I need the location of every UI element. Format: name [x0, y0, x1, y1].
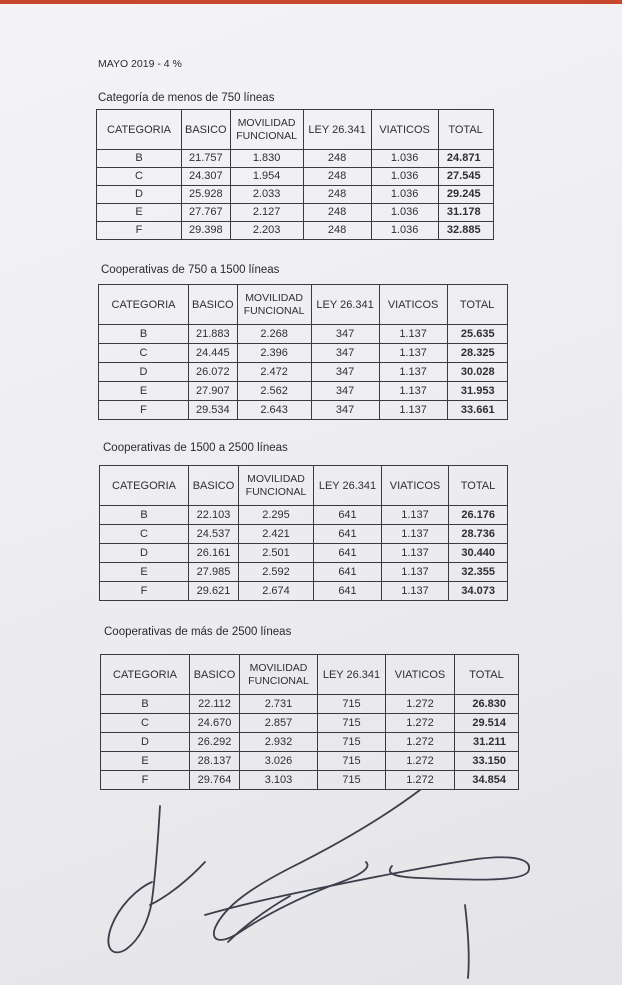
signature-stroke-5 [465, 905, 469, 978]
cell-total: 28.736 [449, 525, 508, 544]
cell-ley: 641 [314, 544, 382, 563]
table-title: Cooperativas de 750 a 1500 líneas [101, 264, 280, 276]
header-movilidad-line1: MOVILIDAD [249, 661, 308, 674]
cell-movilidad: 2.643 [237, 401, 311, 420]
cell-basico: 27.985 [189, 563, 239, 582]
cell-total: 33.150 [455, 752, 519, 771]
cell-total: 29.245 [438, 186, 493, 204]
header-categoria: CATEGORIA [99, 285, 189, 325]
cell-ley: 347 [311, 325, 379, 344]
header-viaticos: VIATICOS [386, 655, 455, 695]
cell-basico: 28.137 [190, 752, 240, 771]
table-title: Categoría de menos de 750 líneas [98, 92, 275, 104]
cell-total: 29.514 [455, 714, 519, 733]
cell-categoria: D [99, 363, 189, 382]
cell-movilidad: 2.033 [230, 186, 303, 204]
cell-viaticos: 1.272 [386, 714, 455, 733]
cell-movilidad: 2.268 [237, 325, 311, 344]
table-title: Cooperativas de 1500 a 2500 líneas [103, 442, 288, 454]
signature-stroke-2 [150, 862, 205, 905]
cell-basico: 26.292 [190, 733, 240, 752]
cell-ley: 248 [303, 204, 371, 222]
signature-stroke-6 [228, 896, 290, 942]
cell-categoria: D [100, 544, 189, 563]
cell-basico: 24.307 [182, 168, 231, 186]
cell-total: 25.635 [447, 325, 507, 344]
cell-basico: 26.072 [189, 363, 238, 382]
cell-viaticos: 1.272 [386, 695, 455, 714]
document-heading: MAYO 2019 - 4 % [98, 58, 182, 70]
header-movilidad-line2: FUNCIONAL [245, 485, 307, 498]
cell-movilidad: 2.396 [237, 344, 311, 363]
cell-basico: 24.445 [189, 344, 238, 363]
header-ley: LEY 26.341 [314, 466, 382, 506]
cell-categoria: C [97, 168, 182, 186]
table-title: Cooperativas de más de 2500 líneas [104, 626, 292, 638]
header-total: TOTAL [449, 466, 508, 506]
cell-viaticos: 1.036 [371, 186, 438, 204]
cell-ley: 248 [303, 186, 371, 204]
header-ley: LEY 26.341 [318, 655, 386, 695]
signature-stroke-1 [108, 806, 160, 952]
cell-ley: 347 [311, 344, 379, 363]
header-basico: BASICO [182, 110, 231, 150]
cell-basico: 25.928 [182, 186, 231, 204]
cell-viaticos: 1.036 [371, 222, 438, 240]
cell-viaticos: 1.137 [382, 525, 449, 544]
cell-total: 30.440 [449, 544, 508, 563]
header-movilidad-line2: FUNCIONAL [236, 129, 297, 142]
header-basico: BASICO [189, 285, 238, 325]
cell-categoria: E [97, 204, 182, 222]
cell-categoria: C [99, 344, 189, 363]
cell-movilidad: 3.026 [240, 752, 318, 771]
cell-viaticos: 1.036 [371, 150, 438, 168]
cell-total: 33.661 [447, 401, 507, 420]
cell-viaticos: 1.137 [379, 401, 447, 420]
cell-basico: 29.398 [182, 222, 231, 240]
header-movilidad-line2: FUNCIONAL [248, 674, 309, 687]
header-movilidad-line1: MOVILIDAD [245, 291, 303, 304]
cell-ley: 347 [311, 363, 379, 382]
cell-ley: 248 [303, 222, 371, 240]
header-total: TOTAL [455, 655, 519, 695]
cell-total: 26.176 [449, 506, 508, 525]
cell-viaticos: 1.137 [379, 344, 447, 363]
cell-movilidad: 2.127 [230, 204, 303, 222]
cell-categoria: E [101, 752, 190, 771]
cell-ley: 347 [311, 382, 379, 401]
cell-categoria: F [99, 401, 189, 420]
cell-movilidad: 1.954 [230, 168, 303, 186]
cell-categoria: C [100, 525, 189, 544]
cell-total: 32.355 [449, 563, 508, 582]
cell-viaticos: 1.036 [371, 204, 438, 222]
cell-movilidad: 2.731 [240, 695, 318, 714]
cell-categoria: F [97, 222, 182, 240]
cell-viaticos: 1.036 [371, 168, 438, 186]
cell-basico: 22.112 [190, 695, 240, 714]
header-ley: LEY 26.341 [303, 110, 371, 150]
header-basico: BASICO [189, 466, 239, 506]
header-total: TOTAL [438, 110, 493, 150]
cell-movilidad: 2.421 [239, 525, 314, 544]
cell-basico: 21.757 [182, 150, 231, 168]
cell-movilidad: 3.103 [240, 771, 318, 790]
cell-viaticos: 1.137 [382, 506, 449, 525]
header-viaticos: VIATICOS [382, 466, 449, 506]
cell-total: 32.885 [438, 222, 493, 240]
cell-movilidad: 2.674 [239, 582, 314, 601]
cell-categoria: B [100, 506, 189, 525]
cell-total: 31.178 [438, 204, 493, 222]
cell-ley: 641 [314, 525, 382, 544]
cell-ley: 715 [318, 714, 386, 733]
cell-movilidad: 2.592 [239, 563, 314, 582]
cell-viaticos: 1.137 [382, 582, 449, 601]
cell-basico: 26.161 [189, 544, 239, 563]
header-total: TOTAL [447, 285, 507, 325]
cell-movilidad: 2.932 [240, 733, 318, 752]
cell-categoria: F [100, 582, 189, 601]
cell-ley: 641 [314, 582, 382, 601]
cell-ley: 248 [303, 168, 371, 186]
cell-categoria: F [101, 771, 190, 790]
header-categoria: CATEGORIA [97, 110, 182, 150]
header-categoria: CATEGORIA [100, 466, 189, 506]
cell-basico: 24.537 [189, 525, 239, 544]
cell-movilidad: 2.501 [239, 544, 314, 563]
cell-categoria: E [99, 382, 189, 401]
cell-basico: 29.764 [190, 771, 240, 790]
cell-basico: 24.670 [190, 714, 240, 733]
cell-viaticos: 1.272 [386, 752, 455, 771]
cell-categoria: B [97, 150, 182, 168]
cell-movilidad: 2.295 [239, 506, 314, 525]
header-movilidad-line2: FUNCIONAL [243, 304, 305, 317]
cell-total: 31.211 [455, 733, 519, 752]
cell-viaticos: 1.137 [379, 382, 447, 401]
cell-movilidad: 2.472 [237, 363, 311, 382]
cell-basico: 22.103 [189, 506, 239, 525]
cell-viaticos: 1.137 [382, 544, 449, 563]
cell-categoria: C [101, 714, 190, 733]
cell-ley: 641 [314, 563, 382, 582]
cell-viaticos: 1.272 [386, 733, 455, 752]
cell-categoria: D [101, 733, 190, 752]
cell-viaticos: 1.137 [379, 363, 447, 382]
cell-total: 26.830 [455, 695, 519, 714]
header-movilidad-line1: MOVILIDAD [247, 472, 305, 485]
cell-ley: 715 [318, 695, 386, 714]
header-basico: BASICO [190, 655, 240, 695]
cell-viaticos: 1.137 [379, 325, 447, 344]
cell-viaticos: 1.272 [386, 771, 455, 790]
cell-movilidad: 2.562 [237, 382, 311, 401]
cell-ley: 715 [318, 752, 386, 771]
cell-basico: 21.883 [189, 325, 238, 344]
header-movilidad-line1: MOVILIDAD [237, 116, 296, 129]
header-ley: LEY 26.341 [311, 285, 379, 325]
cell-movilidad: 2.857 [240, 714, 318, 733]
cell-ley: 715 [318, 733, 386, 752]
cell-basico: 29.534 [189, 401, 238, 420]
cell-ley: 248 [303, 150, 371, 168]
cell-total: 24.871 [438, 150, 493, 168]
cell-basico: 27.907 [189, 382, 238, 401]
header-categoria: CATEGORIA [101, 655, 190, 695]
cell-basico: 29.621 [189, 582, 239, 601]
cell-movilidad: 2.203 [230, 222, 303, 240]
cell-ley: 641 [314, 506, 382, 525]
cell-total: 28.325 [447, 344, 507, 363]
cell-basico: 27.767 [182, 204, 231, 222]
cell-total: 30.028 [447, 363, 507, 382]
cell-ley: 715 [318, 771, 386, 790]
cell-categoria: D [97, 186, 182, 204]
cell-total: 27.545 [438, 168, 493, 186]
cell-viaticos: 1.137 [382, 563, 449, 582]
cell-ley: 347 [311, 401, 379, 420]
signature-stroke-3 [214, 790, 420, 940]
cell-categoria: E [100, 563, 189, 582]
cell-categoria: B [99, 325, 189, 344]
header-viaticos: VIATICOS [379, 285, 447, 325]
header-viaticos: VIATICOS [371, 110, 438, 150]
cell-categoria: B [101, 695, 190, 714]
cell-total: 34.073 [449, 582, 508, 601]
cell-total: 34.854 [455, 771, 519, 790]
cell-total: 31.953 [447, 382, 507, 401]
cell-movilidad: 1.830 [230, 150, 303, 168]
